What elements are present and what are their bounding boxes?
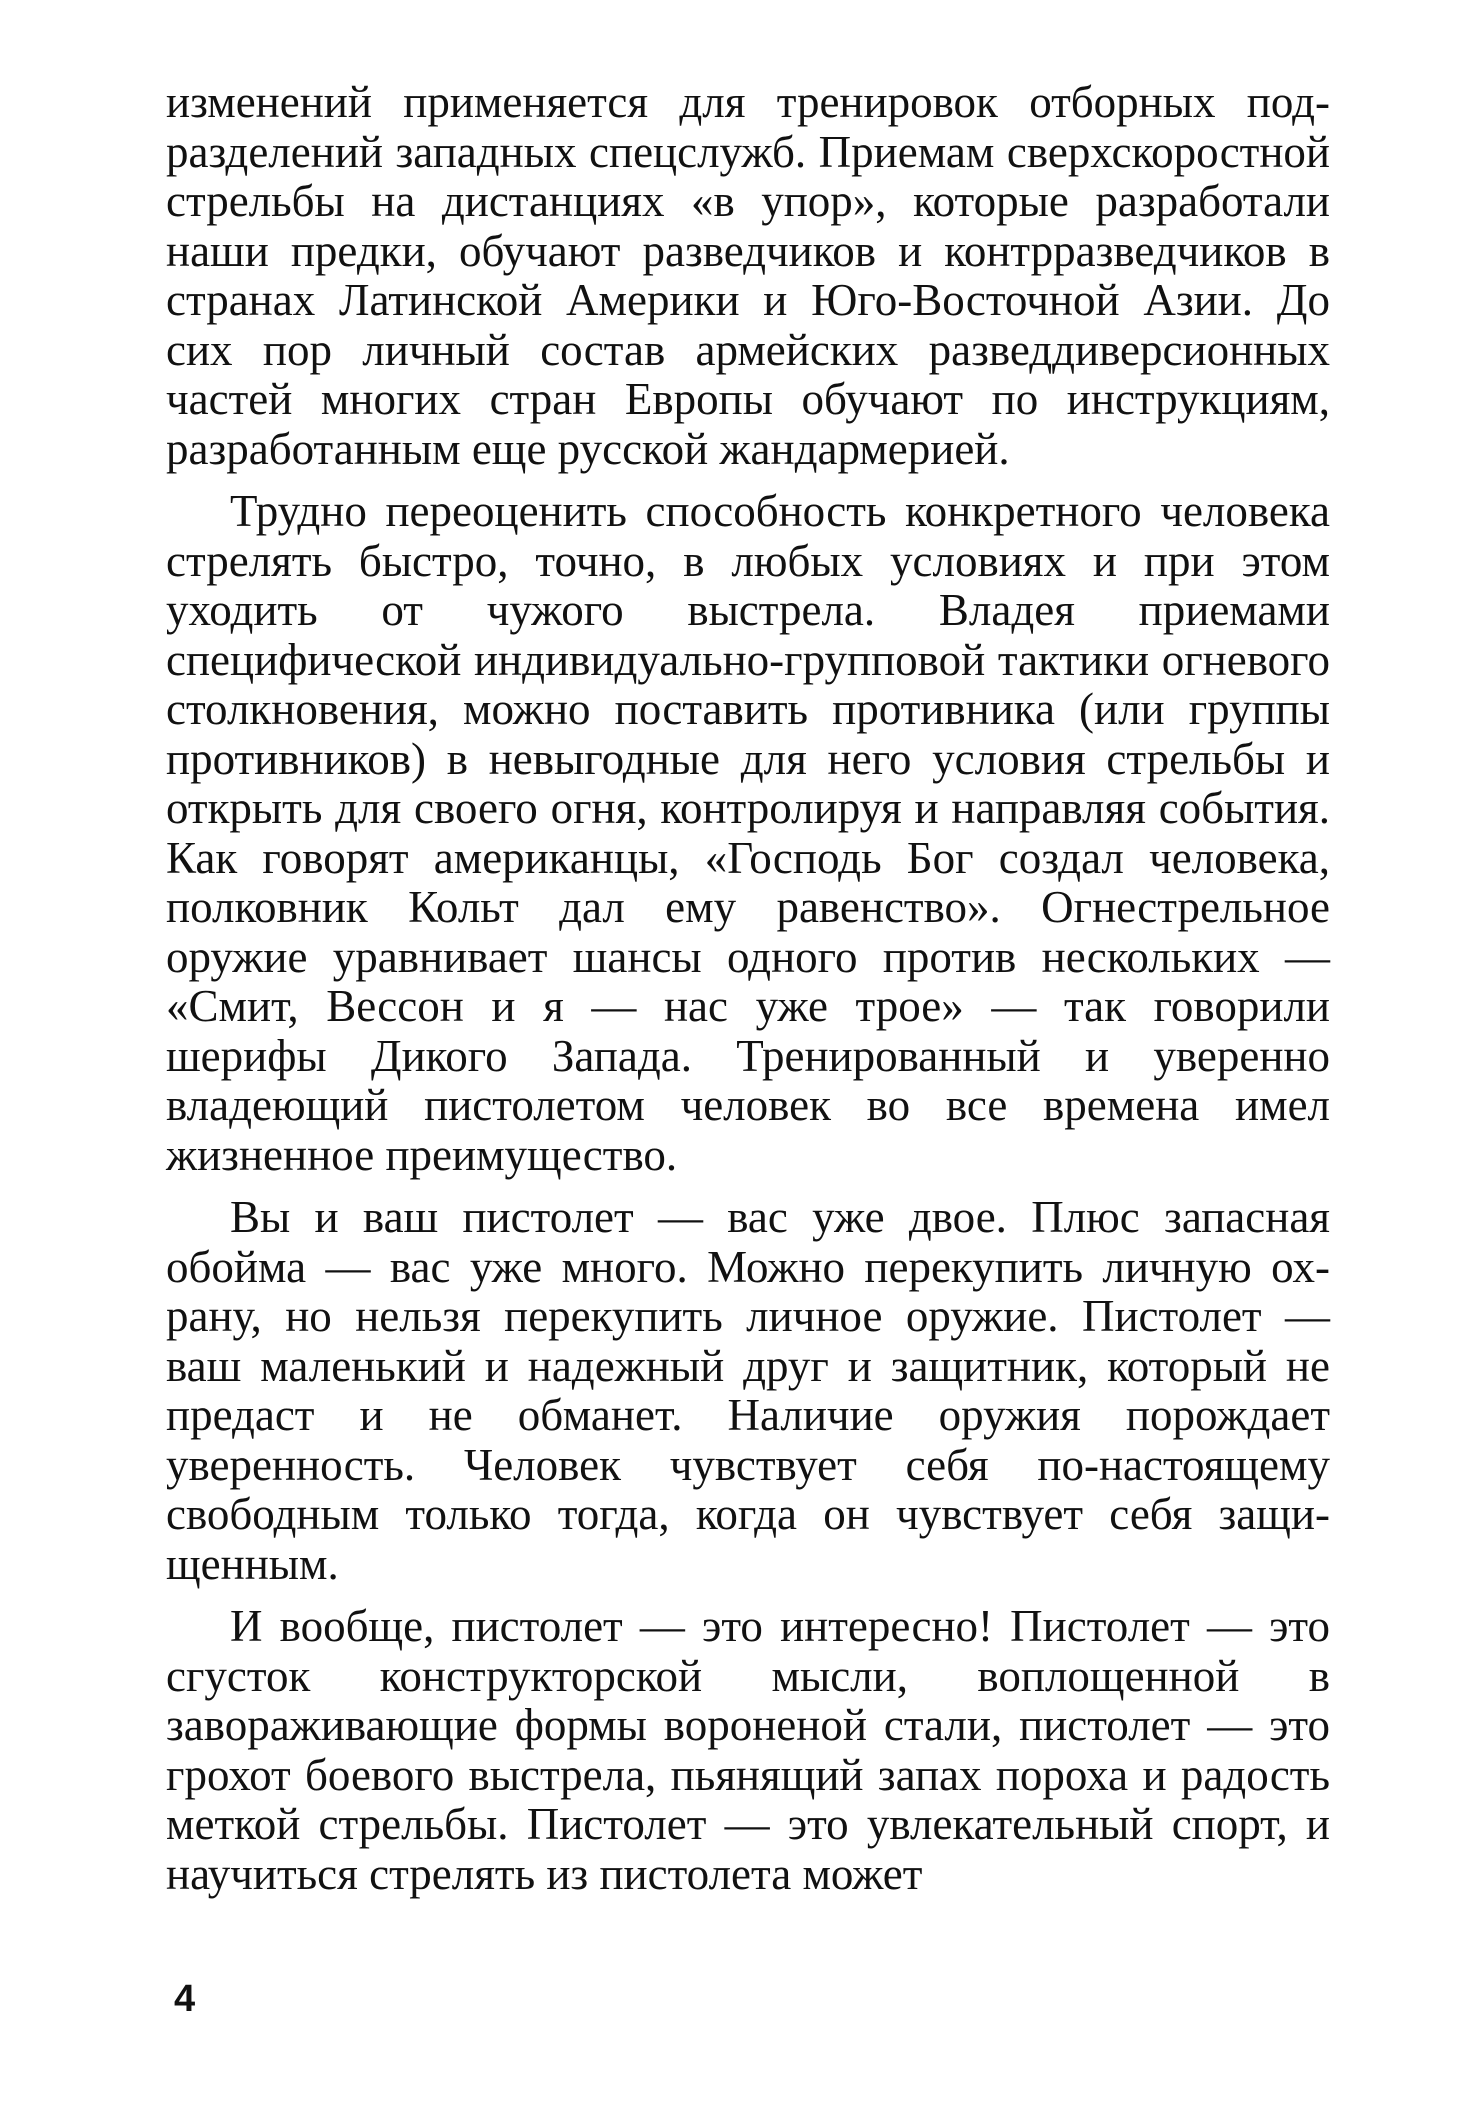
paragraph-2: Трудно переоценить способность конкретного человека стрелять быстро, точно, в любых условиях и при этом уходить от чужого выстрела. Владея приемами специфической индивидуально-групповой тактики огневого столкновения, можно поставить противника (или группы противников) в невыгодные для него условия стрельбы и открыть для своего огня, контролируя и направляя события. Как говорят американцы, «Господь Бог создал человека, полковник Кольт дал ему равенство». Огнестрельное оружие уравнивает шансы одного против нескольких — «Смит, Вессон и я — нас уже трое» — так говорили шерифы Дикого Запада. Тренированный и уверенно владеющий пистолетом человек во все времена имел жизненное преимущество. (166, 486, 1330, 1180)
body-text (166, 78, 1330, 1912)
paragraph-4: И вообще, пистолет — это интересно! Пистолет — это сгусток конструкторской мысли, воплощенной в завораживающие формы вороненой стали, пистолет — это грохот боевого выстрела, пьянящий запах пороха и радость меткой стрельбы. Пистолет — это увлекательный спорт, и научиться стрелять из пистолета может (166, 1601, 1330, 1899)
page-number: 4 (174, 1978, 196, 2020)
paragraph-3: Вы и ваш пистолет — вас уже двое. Плюс запасная обойма — вас уже много. Можно перекупить личную охрану, но нельзя перекупить личное оружие. Пистолет — ваш маленький и надежный друг и защитник, который не предаст и не обманет. Наличие оружия порождает уверенность. Человек чувствует себя по-настоящему свободным только тогда, когда он чувствует себя защищенным. (166, 1192, 1330, 1589)
paragraph-1: изменений применяется для тренировок отборных подразделений западных спецслужб. Приемам сверхскоростной стрельбы на дистанциях «в упор», которые разработали наши предки, обучают разведчиков и контрразведчиков в странах Латинской Америки и Юго-Восточной Азии. До сих пор личный состав армейских разведдиверсионных частей многих стран Европы обучают по инструкциям, разработанным еще русской жандармерией. (166, 77, 1330, 474)
